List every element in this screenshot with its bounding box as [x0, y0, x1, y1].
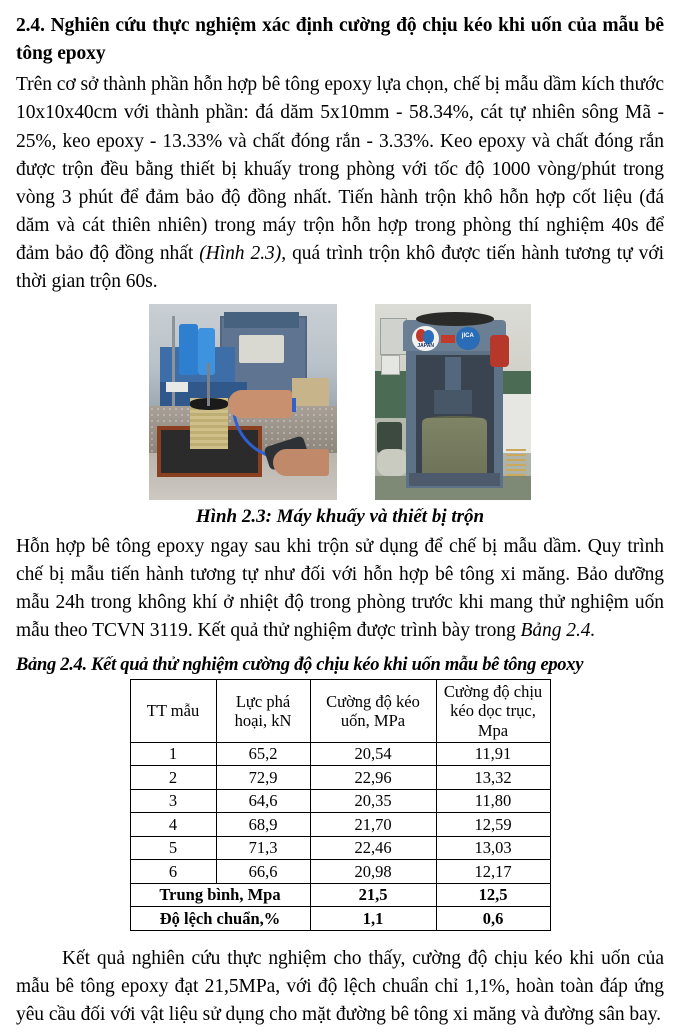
paragraph-conclusion: Kết quả nghiên cứu thực nghiệm cho thấy, cường độ chịu kéo khi uốn của mẫu bê tông epoxy đạt 21,5MPa, với độ lệch chuẩn chỉ 1,1%, hoàn toàn đáp ứng yêu cầu đối với vật liệu sử dụng cho mặt đường bê tông xi măng và đường sân bay.	[16, 947, 664, 1025]
cell-flexural-strength: 20,98	[310, 860, 436, 884]
cell-stddev-label: Độ lệch chuẩn,%	[130, 907, 310, 931]
photo-lab-stirrer	[149, 304, 337, 500]
paragraph-intro-text-b: quá trình trộn khô được tiến hành tương tự với thời gian trộn 60s.	[16, 242, 664, 292]
table-reference: Bảng 2.4.	[520, 620, 596, 642]
cell-sample-no: 6	[130, 860, 216, 884]
table-row	[130, 766, 550, 790]
table-row	[130, 813, 550, 837]
cell-flexural-strength: 22,46	[310, 836, 436, 860]
paragraph-method	[16, 533, 664, 645]
photo-concrete-mixer	[375, 304, 531, 500]
cell-axial-tensile-strength: 11,80	[436, 789, 550, 813]
table-row	[130, 789, 550, 813]
figure-caption: Hình 2.3: Máy khuấy và thiết bị trộn	[195, 506, 485, 527]
table-row	[130, 836, 550, 860]
cell-failure-load: 71,3	[216, 836, 310, 860]
cell-flexural-strength: 20,54	[310, 742, 436, 766]
cell-stddev-axial: 0,6	[436, 907, 550, 931]
table-row	[130, 742, 550, 766]
table-row-average	[130, 883, 550, 907]
cell-flexural-strength: 22,96	[310, 766, 436, 790]
table-row	[130, 860, 550, 884]
table-body	[130, 742, 550, 930]
column-header-axial-tensile-strength: Cường độ chịu kéo dọc trục, Mpa	[436, 680, 550, 742]
cell-failure-load: 72,9	[216, 766, 310, 790]
table-caption: Bảng 2.4. Kết quả thử nghiệm cường độ chịu kéo khi uốn mẫu bê tông epoxy	[16, 655, 584, 676]
table-row-stddev	[130, 907, 550, 931]
cell-axial-tensile-strength: 11,91	[436, 742, 550, 766]
cell-average-axial: 12,5	[436, 883, 550, 907]
cell-flexural-strength: 20,35	[310, 789, 436, 813]
cell-failure-load: 64,6	[216, 789, 310, 813]
cell-failure-load: 65,2	[216, 742, 310, 766]
cell-axial-tensile-strength: 13,32	[436, 766, 550, 790]
paragraph-method-text: Hỗn hợp bê tông epoxy ngay sau khi trộn sử dụng để chế bị mẫu dầm. Quy trình chế bị mẫu tiến hành tương tự như đối với hỗn hợp bê tông xi măng. Bảo dưỡng mẫu 24h trong không khí ở nhiệt độ trong phòng trước khi mang thử nghiệm uốn mẫu theo TCVN 3119. Kết quả thử nghiệm được trình bày trong	[16, 536, 664, 642]
cell-average-label: Trung bình, Mpa	[130, 883, 310, 907]
cell-sample-no: 3	[130, 789, 216, 813]
cell-axial-tensile-strength: 12,59	[436, 813, 550, 837]
paragraph-intro-text-a: Trên cơ sở thành phần hỗn hợp bê tông epoxy lựa chọn, chế bị mẫu dầm kích thước 10x10x40cm với thành phần: đá dăm 5x10mm - 58.34%, cát tự nhiên sông Mã - 25%, keo epoxy - 13.33% và chất đóng rắn - 3.33%. Keo epoxy và chất đóng rắn được trộn đều bằng thiết bị khuấy trong phòng với tốc độ 1000 vòng/phút trong vòng 3 phút để đảm bảo độ đồng nhất. Tiến hành trộn khô hỗn hợp cốt liệu (đá dăm và cát thiên nhiên) trong máy trộn hỗn hợp trong phòng thí nghiệm 40s để đảm bảo độ đồng nhất	[16, 74, 665, 264]
cell-sample-no: 5	[130, 836, 216, 860]
page-title: 2.4. Nghiên cứu thực nghiệm xác định cường độ chịu kéo khi uốn của mẫu bê tông epoxy	[16, 15, 664, 64]
cell-stddev-flexural: 1,1	[310, 907, 436, 931]
figure-images	[16, 304, 664, 500]
table-head	[130, 680, 550, 742]
jica-logo-label: jICA	[461, 333, 474, 340]
figure-reference: (Hình 2.3),	[199, 242, 287, 264]
cell-failure-load: 68,9	[216, 813, 310, 837]
cell-sample-no: 4	[130, 813, 216, 837]
table-header-row	[130, 680, 550, 742]
paragraph-intro	[16, 71, 664, 296]
cell-axial-tensile-strength: 13,03	[436, 836, 550, 860]
column-header-failure-load: Lực phá hoại, kN	[216, 680, 310, 742]
cell-sample-no: 1	[130, 742, 216, 766]
column-header-flexural-strength: Cường độ kéo uốn, MPa	[310, 680, 436, 742]
cell-sample-no: 2	[130, 766, 216, 790]
column-header-sample-no: TT mẫu	[130, 680, 216, 742]
table-container	[16, 679, 664, 930]
cell-axial-tensile-strength: 12,17	[436, 860, 550, 884]
cell-flexural-strength: 21,70	[310, 813, 436, 837]
cell-average-flexural: 21,5	[310, 883, 436, 907]
japan-logo-label: JAPAN	[417, 343, 434, 350]
results-table	[130, 679, 551, 930]
cell-failure-load: 66,6	[216, 860, 310, 884]
